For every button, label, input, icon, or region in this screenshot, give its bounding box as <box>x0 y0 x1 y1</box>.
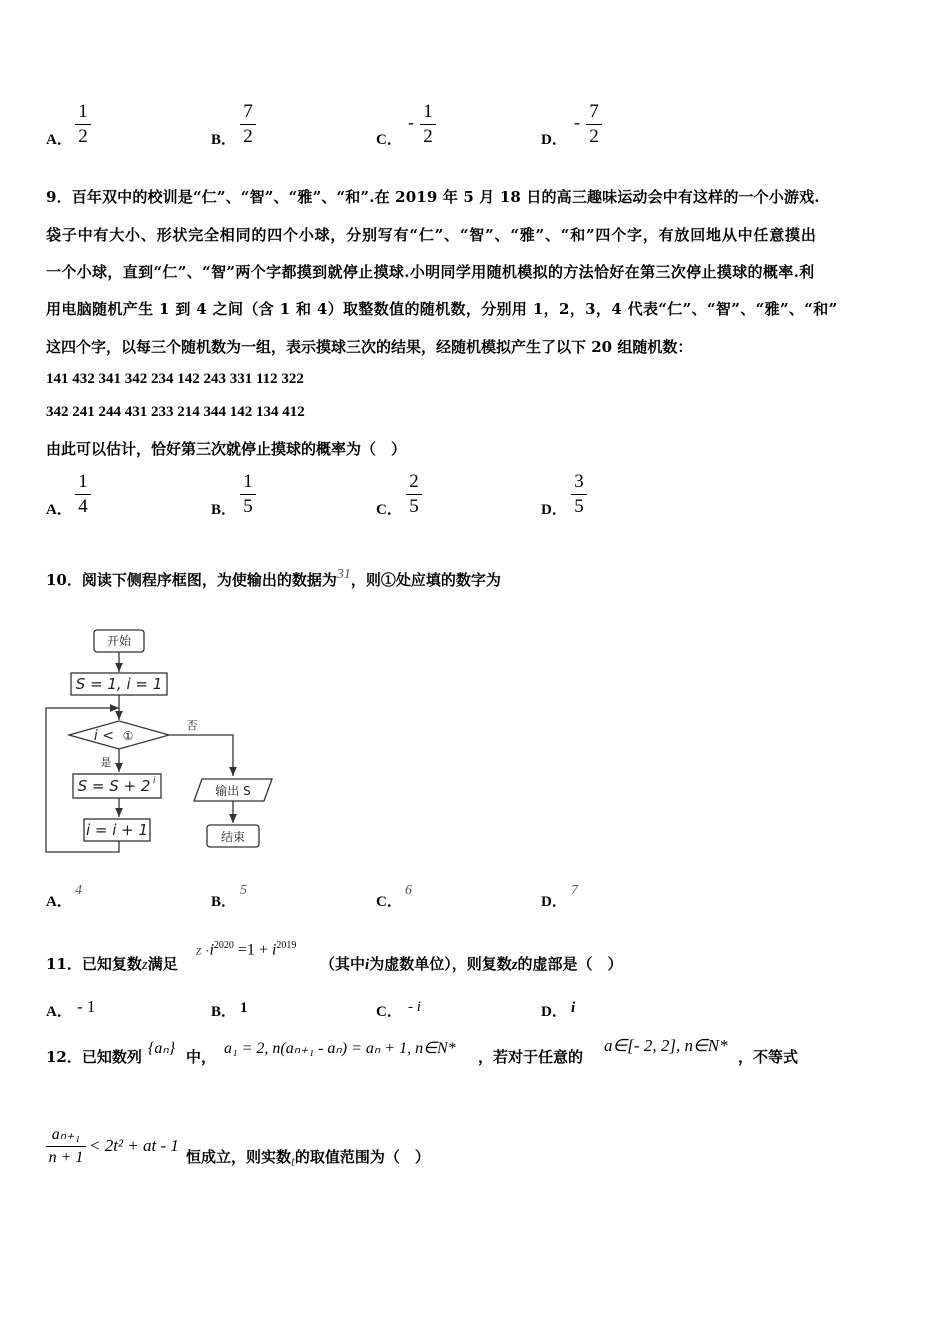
q11-eq-i2: i <box>271 941 277 959</box>
flowchart-blank-marker: ① <box>122 729 134 743</box>
q8-option-c-label: C． <box>376 132 402 148</box>
numerator: 1 <box>423 101 433 122</box>
q12-condition: a₁ = 2, n(aₙ₊₁ - aₙ) = aₙ + 1, n∈N* <box>224 1040 456 1057</box>
flowchart-output-label: 输出 S <box>215 784 251 798</box>
q9-line-1: 9．百年双中的校训是“仁”、“智”、“雅”、“和”.在 2019 年 5 月 18 日的高三趣味运动会中有这样的一个小游戏. <box>46 188 820 206</box>
q10-prefix: 10．阅读下侧程序框图，为使输出的数据为 <box>46 571 337 589</box>
q8-option-a-fraction <box>75 102 91 147</box>
q10-option-c-label: C． <box>376 894 402 910</box>
numerator: 7 <box>589 101 599 122</box>
q10-option-a-value: 4 <box>75 883 82 898</box>
q9-option-d-fraction <box>571 472 587 517</box>
q12-range: a∈[- 2, 2], n∈N* <box>604 1036 728 1055</box>
q11-option-b-label: B． <box>211 1004 237 1020</box>
q8-option-a-label: A． <box>46 132 72 148</box>
q11-equation <box>196 940 296 959</box>
flowchart-yes-label: 是 <box>100 756 112 769</box>
q9-line-5: 这四个字，以每三个随机数为一组，表示摸球三次的结果，经随机模拟产生了以下 20 组随机数： <box>46 338 693 356</box>
q11-option-d-label: D． <box>541 1004 567 1020</box>
q10-suffix: ，则①处应填的数字为 <box>350 571 501 589</box>
q11-mid: 满足 <box>147 955 178 973</box>
denominator: 2 <box>78 126 88 147</box>
numerator: 1 <box>78 471 88 492</box>
q10-option-b-value: 5 <box>240 883 247 898</box>
q11-option-c-label: C． <box>376 1004 402 1020</box>
q11-eq-z: z <box>196 943 202 959</box>
flowchart-sum-label: S = S + 2 <box>77 777 151 795</box>
numerator: 1 <box>78 101 88 122</box>
q12-stem-tail <box>186 1146 430 1170</box>
flowchart-init-label: S = 1, i = 1 <box>75 675 163 693</box>
flowchart-increment-label: i = i + 1 <box>85 821 149 839</box>
q9-option-a-label: A． <box>46 502 72 518</box>
numerator: 7 <box>243 101 253 122</box>
q12-tail3: 的取值范围为（ ） <box>294 1148 430 1166</box>
numerator: 3 <box>574 471 584 492</box>
q9-random-numbers-2: 342 241 244 431 233 214 344 142 134 412 <box>46 404 305 420</box>
q8-option-d-fraction <box>586 102 602 147</box>
q11-option-a-value: - 1 <box>77 997 96 1016</box>
q9-option-b-fraction <box>240 472 256 517</box>
flowchart-end-label: 结束 <box>220 830 246 844</box>
q11-tail-z: z <box>511 957 518 973</box>
q9-random-numbers-1: 141 432 341 342 234 142 243 331 112 322 <box>46 371 304 387</box>
q9-question: 由此可以估计，恰好第三次就停止摸球的概率为（ ） <box>46 440 407 458</box>
q12-mid2: ，若对于任意的 <box>478 1048 584 1066</box>
denominator: 5 <box>243 496 253 517</box>
denominator: 2 <box>423 126 433 147</box>
q11-option-b-value: 1 <box>240 1000 248 1016</box>
q11-eq-exp2: 2019 <box>276 940 297 951</box>
denominator: 4 <box>78 496 88 517</box>
denominator: 2 <box>589 126 599 147</box>
q9-option-b-label: B． <box>211 502 237 518</box>
q12-mid: 中， <box>186 1048 217 1066</box>
q12-inequality-fraction <box>46 1126 86 1167</box>
q11-eq-i: i <box>209 941 214 959</box>
q8-option-b-fraction <box>240 102 256 147</box>
denominator: n + 1 <box>48 1149 84 1166</box>
q12-prefix: 12．已知数列 <box>46 1048 142 1066</box>
q8-option-c-sign: - <box>408 112 414 132</box>
numerator: 1 <box>243 471 253 492</box>
flowchart-no-label: 否 <box>186 719 198 732</box>
q12-tail: ，不等式 <box>738 1048 799 1066</box>
q11-stem <box>46 953 178 974</box>
denominator: 2 <box>243 126 253 147</box>
q11-tail1: （其中 <box>320 955 366 973</box>
q11-tail2: 为虚数单位），则复数 <box>369 955 512 973</box>
q12-t: t <box>291 1155 295 1170</box>
q9-line-4: 用电脑随机产生 1 到 4 之间（含 1 和 4）取整数值的随机数，分别用 1，2，3，4 代表“仁”、“智”、“雅”、“和” <box>46 300 838 318</box>
q9-option-d-label: D． <box>541 502 567 518</box>
flowchart-sum-exponent: i <box>153 776 156 786</box>
q12-inequality-rhs: < 2t² + at - 1 <box>89 1136 179 1155</box>
q12-sequence: {aₙ} <box>148 1040 176 1057</box>
q10-option-c-value: 6 <box>405 883 412 898</box>
q8-option-d-sign: - <box>574 112 580 132</box>
q11-tail3: 的虚部是（ ） <box>517 955 623 973</box>
numerator: 2 <box>409 471 419 492</box>
q11-option-c-value: - i <box>408 999 421 1015</box>
q9-option-c-fraction <box>406 472 422 517</box>
q10-option-d-value: 7 <box>571 883 578 898</box>
q10-flowchart <box>40 622 280 862</box>
denominator: 5 <box>574 496 584 517</box>
q8-option-c-fraction <box>420 102 436 147</box>
q11-option-d-value: i <box>571 1000 576 1016</box>
numerator: aₙ₊₁ <box>51 1126 81 1143</box>
q10-option-b-label: B． <box>211 894 237 910</box>
q9-line-3: 一个小球，直到“仁”、“智”两个字都摸到就停止摸球.小明同学用随机模拟的方法恰好在第三次停止摸球的概率.利 <box>46 263 815 281</box>
q11-z: z <box>141 957 148 973</box>
denominator: 5 <box>409 496 419 517</box>
q10-output-value: 31 <box>336 567 351 582</box>
q11-tail <box>320 953 623 974</box>
flowchart-start-label: 开始 <box>106 634 132 648</box>
q11-tail-i: i <box>365 957 370 973</box>
q9-option-c-label: C． <box>376 502 402 518</box>
q11-eq-rhs: =1 + <box>237 941 272 959</box>
q10-option-a-label: A． <box>46 894 72 910</box>
q8-option-b-label: B． <box>211 132 237 148</box>
q11-option-a-label: A． <box>46 1004 72 1020</box>
q8-option-d-label: D． <box>541 132 567 148</box>
flowchart-condition-label: i < <box>93 728 114 744</box>
q9-line-2: 袋子中有大小、形状完全相同的四个小球，分别写有“仁”、“智”、“雅”、“和”四个字，有放回地从中任意摸出 <box>46 226 817 244</box>
q11-eq-dot: · <box>205 943 210 958</box>
q12-tail2: 恒成立，则实数 <box>186 1148 292 1166</box>
q9-option-a-fraction <box>75 472 91 517</box>
flowchart-condition-diamond <box>69 721 169 749</box>
q10-option-d-label: D． <box>541 894 567 910</box>
q11-prefix: 11．已知复数 <box>46 955 142 973</box>
q10-stem <box>46 569 501 590</box>
q11-eq-exp1: 2020 <box>213 940 234 951</box>
